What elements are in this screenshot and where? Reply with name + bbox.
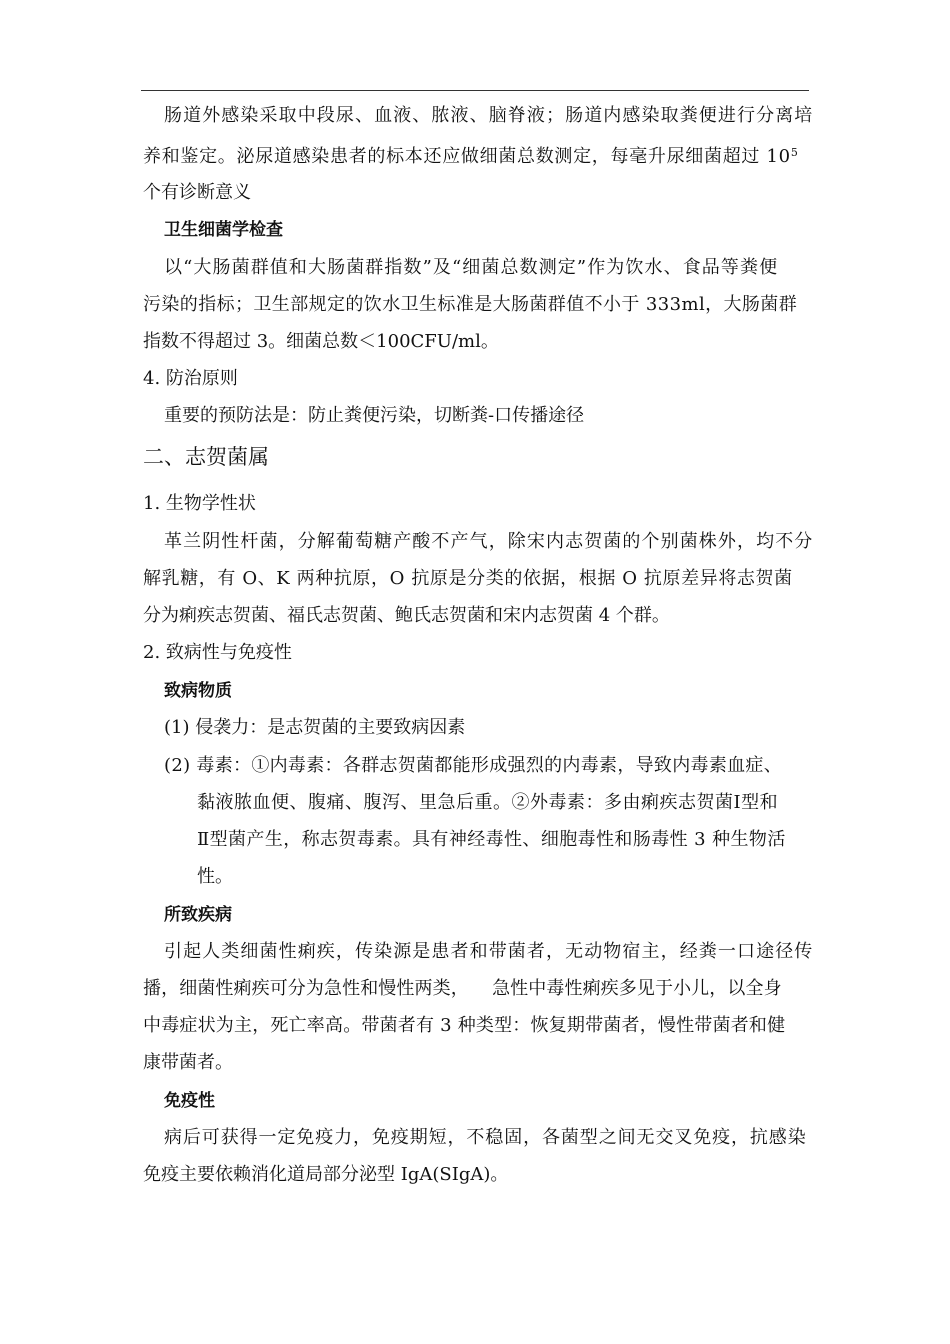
list-item-continuation: Ⅱ型菌产生，称志贺毒素。具有神经毒性、细胞毒性和肠毒性 3 种生物活 — [197, 829, 786, 850]
subheading-hygiene-bacteriology: 卫生细菌学检查 — [164, 220, 283, 240]
body-text-line: 免疫主要依赖消化道局部分泌型 IgA(SIgA)。 — [143, 1164, 509, 1185]
body-text-line: 解乳糖，有 O、K 两种抗原，O 抗原是分类的依据，根据 O 抗原差异将志贺菌 — [143, 568, 793, 589]
list-item: (1) 侵袭力：是志贺菌的主要致病因素 — [164, 717, 466, 738]
list-item-continuation: 性。 — [197, 866, 233, 887]
section-title-shigella: 二、志贺菌属 — [143, 445, 269, 469]
subheading-immunity: 免疫性 — [164, 1091, 215, 1111]
body-text-line: 以“大肠菌群值和大肠菌群指数”及“细菌总数测定”作为饮水、食品等粪便 — [164, 257, 779, 278]
body-text-line: 病后可获得一定免疫力，免疫期短，不稳固，各菌型之间无交叉免疫，抗感染 — [164, 1127, 807, 1148]
body-text-line: 中毒症状为主，死亡率高。带菌者有 3 种类型：恢复期带菌者，慢性带菌者和健 — [143, 1015, 786, 1036]
body-text-line: 指数不得超过 3。细菌总数＜100CFU/ml。 — [143, 331, 499, 352]
body-text-line: 个有诊断意义 — [143, 182, 251, 203]
list-item-continuation: 黏液脓血便、腹痛、腹泻、里急后重。②外毒素：多由痢疾志贺菌Ⅰ型和 — [197, 792, 779, 813]
body-text-line: 分为痢疾志贺菌、福氏志贺菌、鲍氏志贺菌和宋内志贺菌 4 个群。 — [143, 605, 670, 626]
body-text-line: 肠道外感染采取中段尿、血液、脓液、脑脊液；肠道内感染取粪便进行分离培 — [164, 105, 814, 126]
subheading-pathogenicity: 2. 致病性与免疫性 — [143, 642, 292, 663]
subheading-pathogenic-substances: 致病物质 — [164, 681, 232, 701]
subheading-diseases: 所致疾病 — [164, 905, 232, 925]
header-rule — [141, 90, 809, 91]
body-text-line: 引起人类细菌性痢疾，传染源是患者和带菌者，无动物宿主，经粪一口途径传 — [164, 941, 814, 962]
list-item: (2) 毒素：①内毒素：各群志贺菌都能形成强烈的内毒素，导致内毒素血症、 — [164, 755, 783, 776]
body-text-line: 革兰阴性杆菌，分解葡萄糖产酸不产气，除宋内志贺菌的个别菌株外，均不分 — [164, 531, 814, 552]
subheading-biology: 1. 生物学性状 — [143, 493, 256, 514]
body-text-line: 播，细菌性痢疾可分为急性和慢性两类， 急性中毒性痢疾多见于小儿，以全身 — [143, 978, 782, 999]
body-text-line: 重要的预防法是：防止粪便污染，切断粪-口传播途径 — [164, 405, 585, 426]
body-text-span: 养和鉴定。泌尿道感染患者的标本还应做细菌总数测定，每毫升尿细菌超过 10 — [143, 146, 791, 167]
body-text-line: 污染的指标；卫生部规定的饮水卫生标准是大肠菌群值不小于 333ml，大肠菌群 — [143, 294, 798, 315]
subheading-prevention: 4. 防治原则 — [143, 368, 238, 389]
body-text-line: 康带菌者。 — [143, 1052, 233, 1073]
body-text-line — [143, 145, 799, 171]
superscript: 5 — [790, 146, 799, 159]
